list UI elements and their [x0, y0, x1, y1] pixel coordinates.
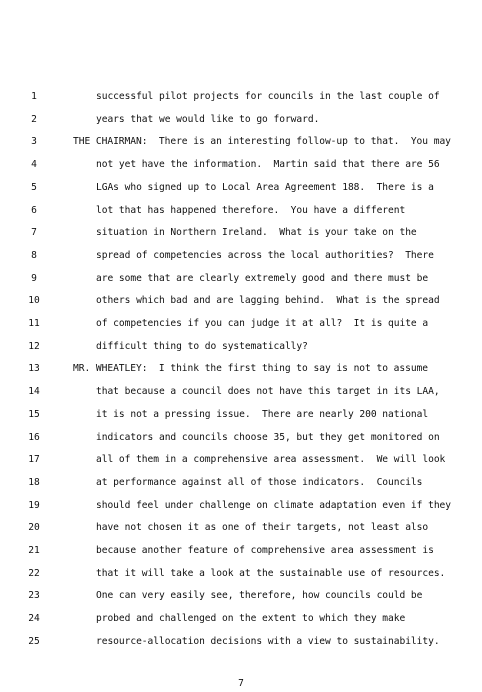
line-text: resource-allocation decisions with a view to sustainability. [96, 635, 440, 647]
transcript-line [0, 385, 482, 399]
line-text: because another feature of comprehensive area assessment is [96, 545, 434, 556]
line-number: 8 [31, 249, 37, 261]
line-text: all of them in a comprehensive area assessment. We will look [96, 454, 446, 466]
line-text: not yet have the information. Martin said that there are 56 [96, 159, 440, 171]
transcript-line [0, 249, 482, 263]
line-number: 21 [28, 545, 40, 556]
transcript-line [0, 453, 482, 467]
transcript-line [0, 272, 482, 286]
line-text: should feel under challenge on climate adaptation even if they [96, 499, 452, 511]
line-text: situation in Northern Ireland. What is your take on the [96, 227, 417, 239]
line-number: 4 [31, 159, 37, 171]
line-number: 1 [31, 91, 37, 102]
line-number: 17 [28, 454, 40, 466]
transcript-line [0, 499, 482, 513]
line-text: successful pilot projects for councils in the last couple of [96, 91, 440, 102]
transcript-line [0, 226, 482, 240]
transcript-line [0, 362, 482, 376]
line-number: 19 [28, 499, 40, 511]
line-number: 18 [28, 476, 40, 488]
transcript-line [0, 544, 482, 558]
transcript-line [0, 340, 482, 354]
line-text: at performance against all of those indicators. Councils [96, 476, 423, 488]
line-number: 9 [31, 272, 37, 284]
line-number: 23 [28, 590, 40, 602]
line-number: 11 [28, 318, 40, 329]
transcript-line [0, 408, 482, 422]
line-number: 7 [31, 227, 37, 239]
line-number: 15 [28, 408, 40, 420]
speaker-line-text: THE CHAIRMAN: There is an interesting follow-up to that. You may [73, 136, 451, 148]
line-text: years that we would like to go forward. [96, 113, 320, 125]
line-text: are some that are clearly extremely good and there must be [96, 272, 429, 284]
transcript-line [0, 317, 482, 331]
line-number: 6 [31, 204, 37, 216]
page-number: 7 [238, 678, 244, 689]
line-text: difficult thing to do systematically? [96, 340, 308, 352]
transcript-line [0, 90, 482, 104]
line-number: 3 [31, 136, 37, 148]
transcript-line [0, 431, 482, 445]
line-number: 22 [28, 567, 40, 579]
line-text: it is not a pressing issue. There are nearly 200 national [96, 408, 429, 420]
line-number: 5 [31, 181, 37, 193]
line-number: 12 [28, 340, 40, 352]
transcript-line [0, 135, 482, 149]
line-text: spread of competencies across the local authorities? There [96, 249, 434, 261]
line-number: 24 [28, 613, 40, 625]
line-text: have not chosen it as one of their targets, not least also [96, 522, 429, 534]
transcript-line [0, 567, 482, 581]
line-number: 2 [31, 113, 37, 125]
line-text: indicators and councils choose 35, but they get monitored on [96, 431, 440, 443]
transcript-line [0, 294, 482, 308]
transcript-line [0, 521, 482, 535]
line-text: that it will take a look at the sustainable use of resources. [96, 567, 446, 579]
line-number: 10 [28, 295, 40, 307]
transcript-line [0, 158, 482, 172]
line-text: probed and challenged on the extent to which they make [96, 613, 406, 625]
line-number: 14 [28, 386, 40, 398]
line-number: 25 [28, 635, 40, 647]
line-text: others which bad and are lagging behind. What is the spread [96, 295, 440, 307]
line-number: 20 [28, 522, 40, 534]
transcript-line [0, 113, 482, 127]
transcript-line [0, 635, 482, 649]
transcript-line [0, 204, 482, 218]
transcript-line [0, 476, 482, 490]
transcript-line [0, 612, 482, 626]
line-text: of competencies if you can judge it at all? It is quite a [96, 318, 429, 329]
transcript-line [0, 589, 482, 603]
line-text: One can very easily see, therefore, how councils could be [96, 590, 423, 602]
line-number: 16 [28, 431, 40, 443]
transcript-line [0, 181, 482, 195]
speaker-line-text: MR. WHEATLEY: I think the first thing to say is not to assume [73, 363, 429, 375]
line-text: lot that has happened therefore. You have a different [96, 204, 406, 216]
line-text: LGAs who signed up to Local Area Agreement 188. There is a [96, 181, 434, 193]
line-number: 13 [28, 363, 40, 375]
line-text: that because a council does not have this target in its LAA, [96, 386, 440, 398]
